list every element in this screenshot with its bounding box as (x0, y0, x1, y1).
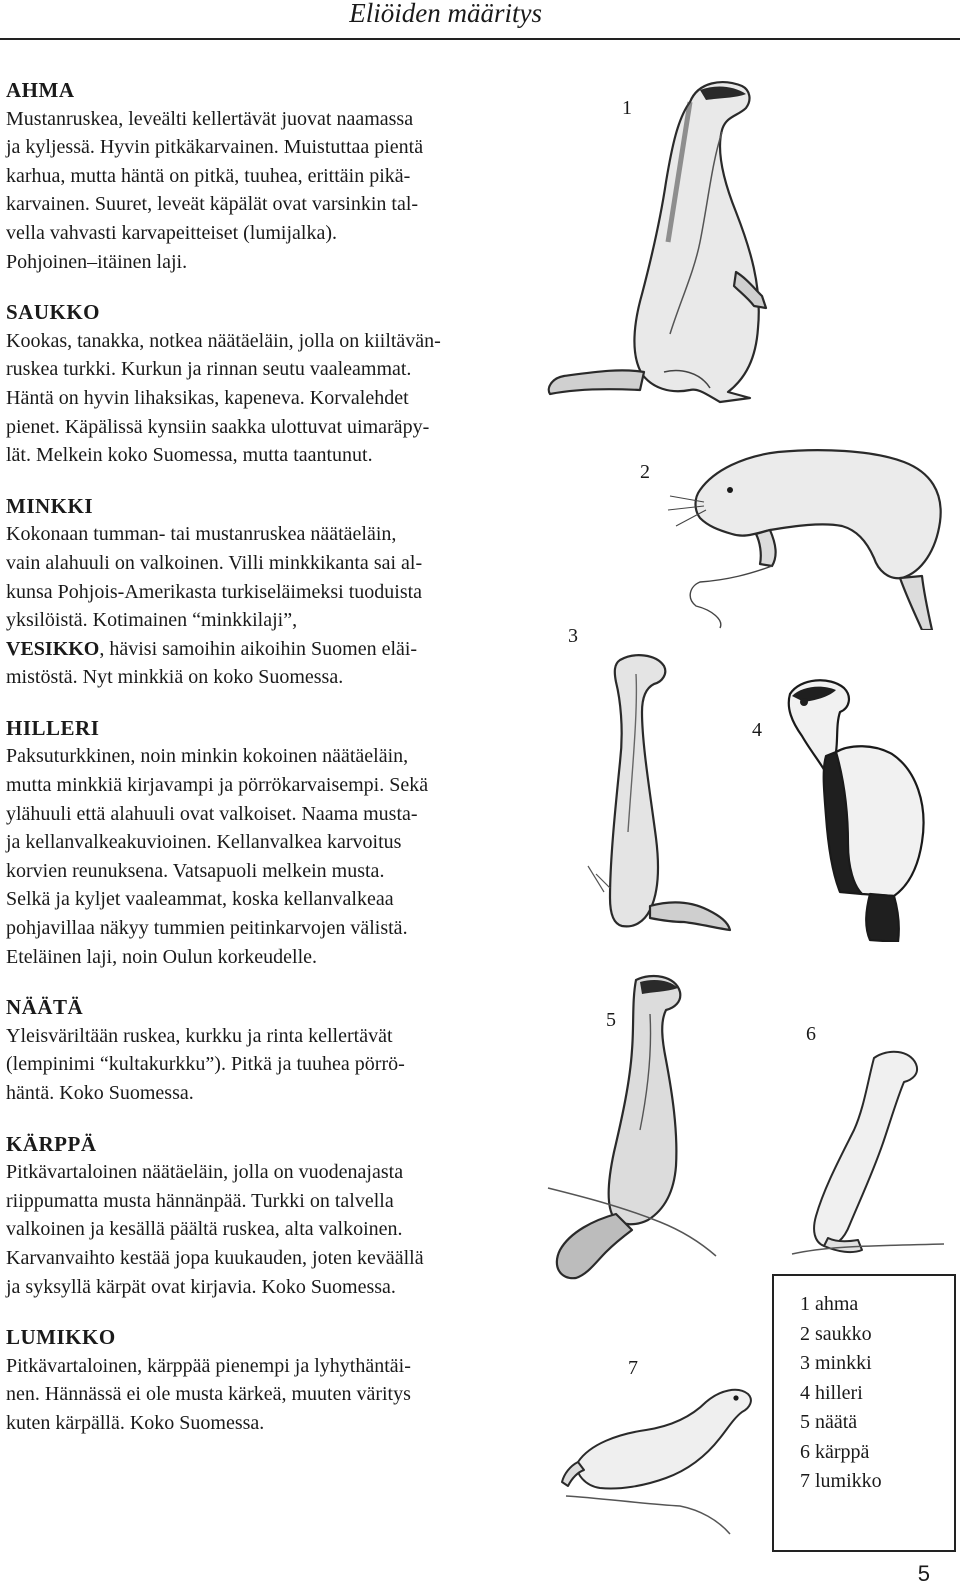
species-legend (772, 1274, 956, 1552)
text-line: häntä. Koko Suomessa. (6, 1082, 194, 1104)
text-line: ja syksyllä kärpät ovat kirjavia. Koko Suomessa. (6, 1275, 396, 1298)
legend-item: 3 minkki (800, 1352, 872, 1374)
text-line: nen. Hännässä ei ole musta kärkeä, muuten väritys (6, 1383, 411, 1406)
mink-illustration (580, 652, 740, 972)
text-line: vain alahuuli on valkoinen. Villi minkkikanta sai al- (6, 551, 423, 574)
legend-item: 4 hilleri (800, 1381, 863, 1404)
text-line: Pitkävartaloinen näätäeläin, jolla on vuodenajasta (6, 1161, 404, 1184)
page-header-title: Eliöiden määritys (349, 0, 542, 28)
species-hilleri (6, 714, 516, 971)
header-divider (0, 38, 960, 40)
legend-item: 6 kärppä (800, 1440, 870, 1463)
text-line: Pohjoinen–itäinen laji. (6, 250, 188, 273)
figure-number-3: 3 (568, 625, 578, 647)
text-line: Paksuturkkinen, noin minkin kokoinen näätäeläin, (6, 745, 409, 768)
species-heading: NÄÄTÄ (6, 995, 84, 1020)
species-minkki (6, 492, 516, 692)
page-number: 5 (917, 1561, 930, 1586)
figure-number-6: 6 (806, 1023, 816, 1045)
legend-item: 5 näätä (800, 1411, 858, 1433)
otter-illustration (660, 430, 950, 630)
text-line: Yleisväriltään ruskea, kurkku ja rinta kellertävät (6, 1024, 393, 1047)
text-line: kuten kärpällä. Koko Suomessa. (6, 1411, 265, 1434)
text-line: valkoinen ja kesällä päältä ruskea, alta valkoinen. (6, 1218, 403, 1241)
text-line: Eteläinen laji, noin Oulun korkeudelle. (6, 945, 318, 968)
species-heading: SAUKKO (6, 300, 101, 325)
text-line: korvien reunuksena. Vatsapuoli melkein musta. (6, 859, 385, 882)
text-line: ylähuuli että alahuuli ovat valkoiset. Naama musta- (6, 802, 418, 825)
species-heading: KÄRPPÄ (6, 1131, 97, 1156)
polecat-illustration (770, 672, 930, 942)
text-line: kunsa Pohjois-Amerikasta turkiseläimeksi tuoduista (6, 580, 423, 603)
species-heading: MINKKI (6, 493, 93, 518)
text-line: pohjavillaa näkyy tummien peitinkarvojen välistä. (6, 917, 408, 940)
text-line: karvainen. Suuret, leveät käpälät ovat varsinkin tal- (6, 193, 419, 216)
text-line: lät. Melkein koko Suomessa, mutta taantunut. (6, 444, 373, 467)
species-descriptions (6, 76, 516, 1460)
species-heading: LUMIKKO (6, 1325, 116, 1350)
wolverine-illustration (540, 72, 800, 432)
species-karppa (6, 1130, 516, 1302)
text-line: Karvanvaihto kestää jopa kuukauden, joten keväällä (6, 1246, 424, 1269)
figure-number-4: 4 (752, 719, 762, 741)
text-line: (lempinimi “kultakurkku”). Pitkä ja tuuhea pörrö- (6, 1053, 405, 1076)
figure-number-5: 5 (606, 1009, 616, 1031)
marten-illustration (540, 970, 720, 1300)
bold-species-name: VESIKKO (6, 637, 100, 660)
legend-item: 7 lumikko (800, 1470, 882, 1492)
species-saukko (6, 298, 516, 470)
text-line: ruskea turkki. Kurkun ja rinnan seutu vaaleammat. (6, 358, 412, 381)
figure-number-1: 1 (622, 97, 632, 119)
text-line: yksilöistä. Kotimainen “minkkilaji”, (6, 609, 298, 632)
species-naata (6, 993, 516, 1107)
text-line: Kookas, tanakka, notkea näätäeläin, jolla on kiiltävän- (6, 329, 441, 352)
text-line: riippumatta musta hännänpää. Turkki on talvella (6, 1189, 394, 1212)
legend-item: 2 saukko (800, 1322, 872, 1345)
legend-item: 1 ahma (800, 1293, 859, 1315)
species-lumikko (6, 1323, 516, 1437)
figure-number-7: 7 (628, 1357, 638, 1379)
species-ahma (6, 76, 516, 276)
figure-number-2: 2 (640, 461, 650, 483)
species-heading: AHMA (6, 78, 75, 102)
stoat-illustration (788, 1040, 948, 1270)
text-line: pienet. Käpälissä kynsiin saakka ulottuvat uimaräpy- (6, 415, 430, 438)
text-line: vella vahvasti karvapeitteiset (lumijalka). (6, 221, 337, 244)
text-line: Pitkävartaloinen, kärppää pienempi ja lyhythäntäi- (6, 1354, 411, 1377)
text-line: karhua, mutta häntä on pitkä, tuuhea, erittäin pikä- (6, 164, 411, 187)
text-line: Kokonaan tumman- tai mustanruskea näätäeläin, (6, 523, 397, 546)
text-line: ja kellanvalkeakuvioinen. Kellanvalkea karvoitus (6, 831, 402, 854)
text-line: mistöstä. Nyt minkkiä on koko Suomessa. (6, 666, 344, 689)
species-heading: HILLERI (6, 715, 100, 740)
text-line: ja kyljessä. Hyvin pitkäkarvainen. Muistuttaa pientä (6, 136, 424, 159)
text-line: Mustanruskea, leveälti kellertävät juovat naamassa (6, 107, 414, 130)
text-line: Selkä ja kyljet vaaleammat, koska kellanvalkeaa (6, 888, 394, 911)
text-line: mutta minkkiä kirjavampi ja pörrökarvaisempi. Sekä (6, 774, 429, 797)
weasel-illustration (560, 1366, 760, 1546)
text-line: Häntä on hyvin lihaksikas, kapeneva. Korvalehdet (6, 386, 409, 409)
text-line: , hävisi samoihin aikoihin Suomen eläi- (99, 637, 418, 660)
